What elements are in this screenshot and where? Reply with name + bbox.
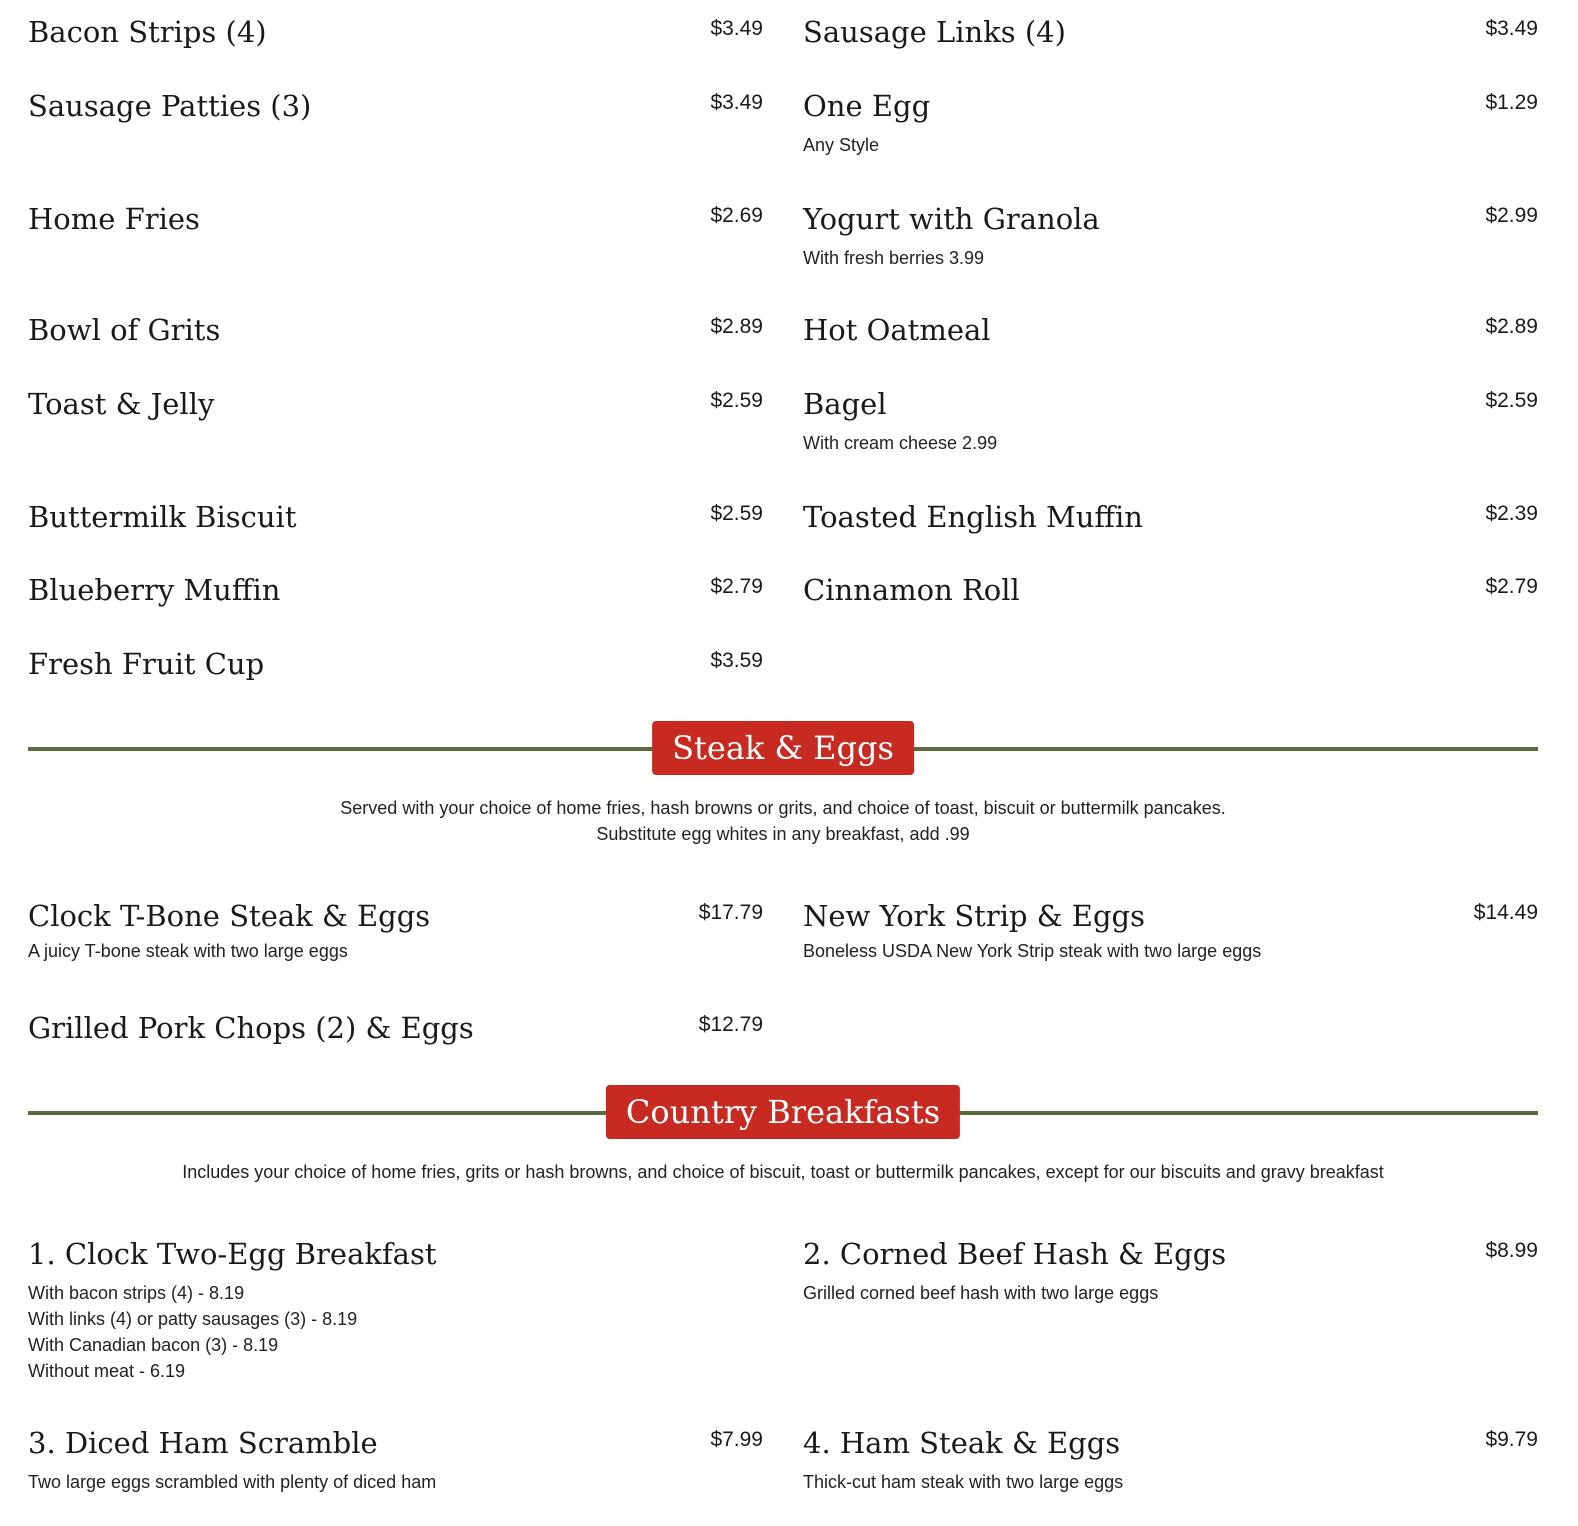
item-name: Grilled Pork Chops (2) & Eggs — [28, 1011, 474, 1045]
item-price: $2.59 — [1485, 389, 1538, 412]
item-description: A juicy T-bone steak with two large eggs — [28, 941, 348, 961]
item-description: Boneless USDA New York Strip steak with two large eggs — [803, 941, 1262, 961]
section-header-country-breakfasts — [28, 1085, 1538, 1141]
section-note-line: Served with your choice of home fries, hash browns or grits, and choice of toast, biscuit or buttermilk pancakes. — [340, 798, 1226, 818]
item-price: $2.99 — [1485, 204, 1538, 227]
item-description: With cream cheese 2.99 — [803, 433, 998, 453]
item-price: $1.29 — [1485, 91, 1538, 114]
menu-item-english-muffin — [803, 499, 1538, 535]
item-price: $12.79 — [698, 1013, 763, 1036]
item-name: Toasted English Muffin — [803, 500, 1143, 534]
menu-item-bagel — [803, 386, 1538, 456]
menu-item-yogurt-granola — [803, 201, 1538, 271]
item-option-line: With Canadian bacon (3) - 8.19 — [28, 1335, 279, 1355]
menu-item-ham-steak-eggs — [803, 1425, 1538, 1495]
section-note-country-breakfasts — [28, 1159, 1538, 1185]
item-price: $17.79 — [698, 901, 763, 924]
item-price: $3.49 — [710, 17, 763, 40]
menu-item-home-fries — [28, 201, 763, 237]
menu-item-tbone-steak-eggs — [28, 898, 763, 964]
item-name: New York Strip & Eggs — [803, 899, 1145, 933]
menu-item-blueberry-muffin — [28, 572, 763, 608]
item-name: 4. Ham Steak & Eggs — [803, 1426, 1121, 1460]
menu-item-hot-oatmeal — [803, 312, 1538, 348]
section-note-steak-eggs — [28, 795, 1538, 847]
item-name: Toast & Jelly — [28, 387, 215, 421]
item-name: Sausage Patties (3) — [28, 89, 312, 123]
item-description — [28, 1280, 763, 1384]
item-name: Clock T-Bone Steak & Eggs — [28, 899, 431, 933]
item-price: $3.49 — [710, 91, 763, 114]
menu-item-bacon-strips — [28, 14, 763, 50]
item-name: 2. Corned Beef Hash & Eggs — [803, 1237, 1227, 1271]
item-name: Bowl of Grits — [28, 313, 221, 347]
item-name: Sausage Links (4) — [803, 15, 1066, 49]
item-option-line: With bacon strips (4) - 8.19 — [28, 1283, 245, 1303]
section-title: Country Breakfasts — [606, 1085, 960, 1139]
menu-item-pork-chops-eggs — [28, 1010, 763, 1046]
item-price: $3.59 — [710, 649, 763, 672]
menu-item-one-egg — [803, 88, 1538, 158]
menu-item-sausage-patties — [28, 88, 763, 124]
menu-item-diced-ham-scramble — [28, 1425, 763, 1495]
item-description: Any Style — [803, 135, 880, 155]
item-price: $2.59 — [710, 502, 763, 525]
item-name: Hot Oatmeal — [803, 313, 991, 347]
item-price: $2.39 — [1485, 502, 1538, 525]
item-price: $2.59 — [710, 389, 763, 412]
item-name: Home Fries — [28, 202, 200, 236]
item-price: $3.49 — [1485, 17, 1538, 40]
menu-item-toast-jelly — [28, 386, 763, 422]
item-price: $2.79 — [710, 575, 763, 598]
section-note-line: Includes your choice of home fries, grits or hash browns, and choice of biscuit, toast or buttermilk pancakes, except for our biscuits and gravy breakfast — [182, 1162, 1384, 1182]
item-name: Fresh Fruit Cup — [28, 647, 265, 681]
menu-item-sausage-links — [803, 14, 1538, 50]
menu-item-buttermilk-biscuit — [28, 499, 763, 535]
item-name: Bagel — [803, 387, 887, 421]
item-name: One Egg — [803, 89, 931, 123]
item-description: Two large eggs scrambled with plenty of diced ham — [28, 1472, 437, 1492]
menu-item-bowl-of-grits — [28, 312, 763, 348]
item-price: $2.79 — [1485, 575, 1538, 598]
menu-item-corned-beef-hash — [803, 1236, 1538, 1306]
item-price: $8.99 — [1485, 1239, 1538, 1262]
item-name: Blueberry Muffin — [28, 573, 281, 607]
section-header-steak-eggs — [28, 721, 1538, 777]
item-price: $7.99 — [710, 1428, 763, 1451]
item-price: $2.89 — [710, 315, 763, 338]
item-price: $9.79 — [1485, 1428, 1538, 1451]
item-option-line: With links (4) or patty sausages (3) - 8.19 — [28, 1309, 358, 1329]
item-description: With fresh berries 3.99 — [803, 248, 985, 268]
item-price: $2.89 — [1485, 315, 1538, 338]
item-name: Buttermilk Biscuit — [28, 500, 297, 534]
item-price: $2.69 — [710, 204, 763, 227]
item-name: Yogurt with Granola — [803, 202, 1100, 236]
item-name: 1. Clock Two-Egg Breakfast — [28, 1237, 437, 1271]
menu-item-cinnamon-roll — [803, 572, 1538, 608]
item-description: Grilled corned beef hash with two large eggs — [803, 1283, 1159, 1303]
menu-item-fresh-fruit-cup — [28, 646, 763, 682]
menu-item-two-egg-breakfast — [28, 1236, 763, 1384]
menu-item-ny-strip-eggs — [803, 898, 1538, 964]
item-description: Thick-cut ham steak with two large eggs — [803, 1472, 1124, 1492]
item-name: Bacon Strips (4) — [28, 15, 267, 49]
section-note-line: Substitute egg whites in any breakfast, add .99 — [596, 824, 970, 844]
item-name: 3. Diced Ham Scramble — [28, 1426, 378, 1460]
section-title: Steak & Eggs — [652, 721, 914, 775]
item-name: Cinnamon Roll — [803, 573, 1020, 607]
item-price: $14.49 — [1473, 901, 1538, 924]
item-option-line: Without meat - 6.19 — [28, 1361, 186, 1381]
